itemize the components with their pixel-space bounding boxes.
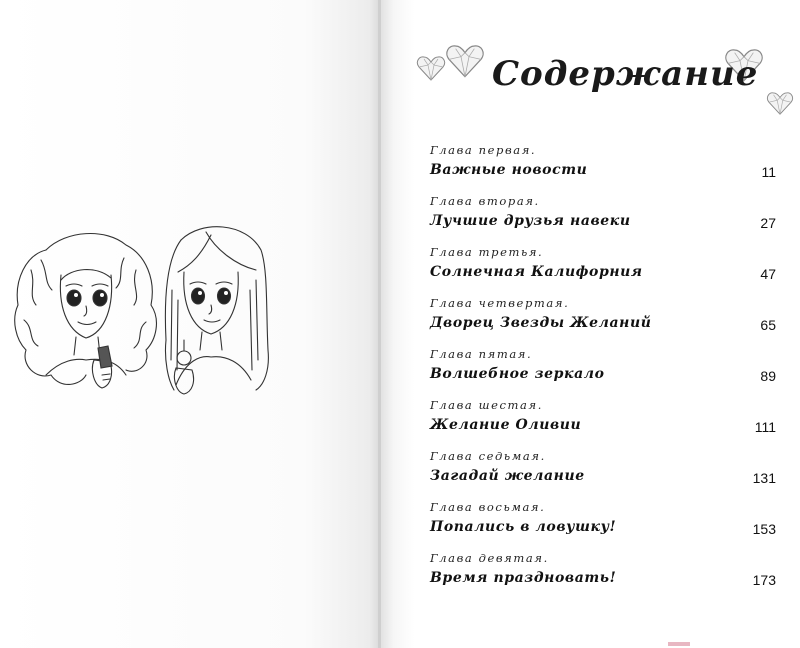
chapter-page-number: 131 [752,470,776,486]
chapter-page-number: 153 [752,521,776,537]
chapter-title: Волшебное зеркало [430,366,605,382]
chapter-label: Глава девятая. [430,551,549,565]
chapter-page-number: 65 [760,317,776,333]
chapter-title: Загадай желание [430,468,585,484]
toc-entry[interactable] [430,143,778,194]
chapter-label: Глава шестая. [430,398,543,412]
table-of-contents [430,143,778,602]
chapter-label: Глава четвертая. [430,296,570,310]
chapter-label: Глава седьмая. [430,449,546,463]
chapter-label: Глава восьмая. [430,500,546,514]
toc-entry[interactable] [430,245,778,296]
left-page [0,0,381,648]
chapter-title: Желание Оливии [430,417,582,433]
page-title: Содержание [492,54,759,94]
page-edge-mark [668,642,690,646]
two-girls-illustration [6,210,278,400]
toc-entry[interactable] [430,347,778,398]
toc-entry[interactable] [430,398,778,449]
chapter-page-number: 111 [754,419,776,435]
diamond-heart-icon [445,44,485,80]
chapter-title: Солнечная Калифорния [430,264,643,280]
chapter-title: Попались в ловушку! [430,519,617,535]
chapter-label: Глава вторая. [430,194,540,208]
chapter-label: Глава первая. [430,143,537,157]
chapter-page-number: 11 [761,164,776,180]
chapter-title: Дворец Звезды Желаний [430,315,652,331]
toc-entry[interactable] [430,551,778,602]
toc-entry[interactable] [430,194,778,245]
toc-entry[interactable] [430,449,778,500]
chapter-page-number: 89 [760,368,776,384]
chapter-title: Время праздновать! [430,570,617,586]
chapter-title: Лучшие друзья навеки [430,213,631,229]
chapter-page-number: 47 [760,266,776,282]
toc-entry[interactable] [430,500,778,551]
chapter-page-number: 173 [752,572,776,588]
diamond-heart-icon [416,56,446,82]
toc-entry[interactable] [430,296,778,347]
diamond-heart-icon [766,92,794,116]
chapter-title: Важные новости [430,162,588,178]
chapter-label: Глава третья. [430,245,544,259]
chapter-label: Глава пятая. [430,347,533,361]
chapter-page-number: 27 [760,215,776,231]
